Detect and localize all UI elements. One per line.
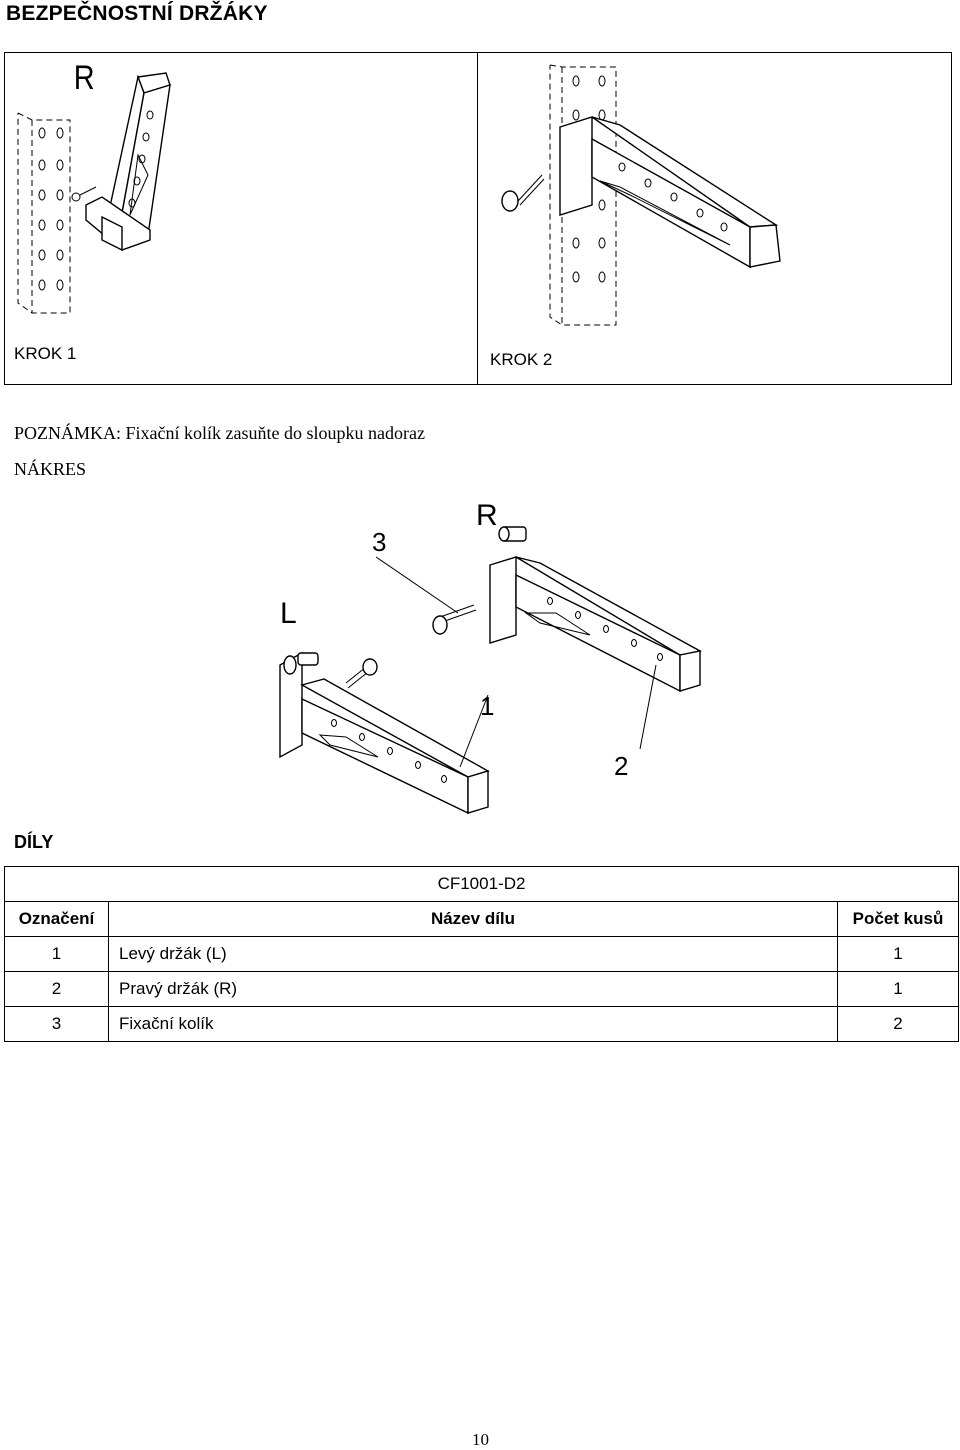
part-name: Levý držák (L) [109,937,838,972]
page-number: 10 [472,1430,489,1449]
table-row [5,1007,959,1042]
callout-3: 3 [372,527,387,557]
page-title: BEZPEČNOSTNÍ DRŽÁKY [6,2,268,25]
header-name: Název dílu [109,902,838,937]
header-qty: Počet kusů [838,902,959,937]
callout-1: 1 [480,691,495,721]
parts-title: DÍLY [14,832,54,852]
part-id: 3 [5,1007,109,1042]
step1-illustration [10,55,470,345]
header-id: Označení [5,902,109,937]
part-qty: 1 [838,937,959,972]
steps-divider [477,52,478,385]
part-name: Pravý držák (R) [109,972,838,1007]
callout-2: 2 [614,751,629,781]
part-qty: 1 [838,972,959,1007]
part-name: Fixační kolík [109,1007,838,1042]
step1-label: KROK 1 [14,344,77,363]
table-header-row [5,902,959,937]
parts-table [4,866,959,1042]
table-model-row [5,867,959,902]
note-text: POZNÁMKA: Fixační kolík zasuňte do sloupku nadoraz [14,423,425,443]
table-row [5,937,959,972]
part-id: 2 [5,972,109,1007]
step1-side-mark: R [73,57,95,97]
mark-right: R [476,499,498,532]
mark-left: L [280,597,297,630]
step2-label: KROK 2 [490,350,553,369]
part-qty: 2 [838,1007,959,1042]
table-row [5,972,959,1007]
drawing-title: NÁKRES [14,459,87,479]
model-code: CF1001-D2 [5,867,959,902]
step2-illustration [480,55,950,335]
part-id: 1 [5,937,109,972]
exploded-drawing [260,495,720,795]
